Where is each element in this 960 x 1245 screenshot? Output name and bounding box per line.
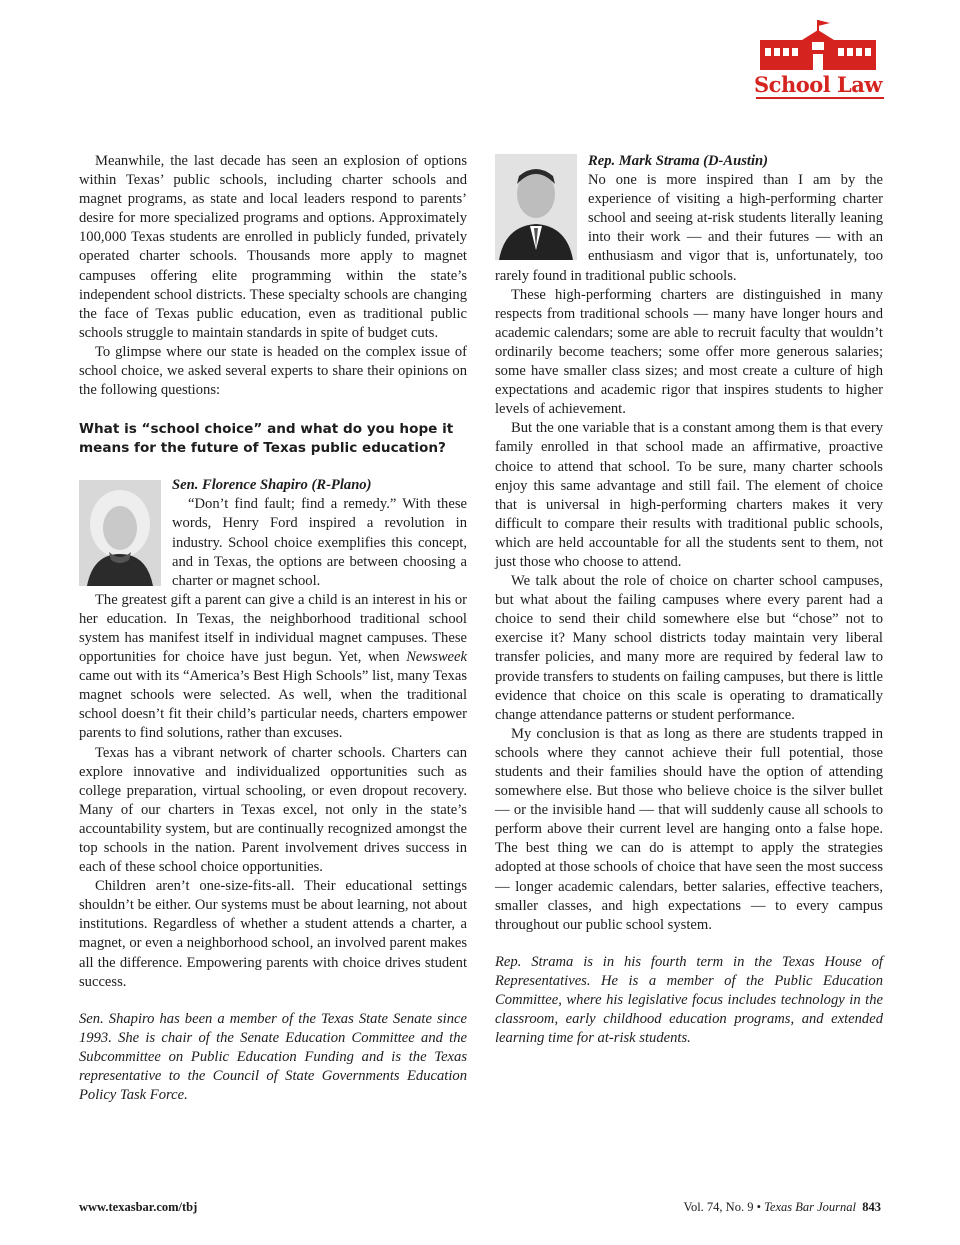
intro-paragraph-1: Meanwhile, the last decade has seen an explosion of options within Texas’ public schools, including charter schools and magnet programs, as state and local leaders respond to parents’ desire for more specialized programs and options. Approximately 100,000 Texas students are enrolled in publicly funded, privately operated charter schools. Thousands more apply to magnet campuses offering elite programming within the state’s independent school districts. These specialty schools are changing the face of Texas public education, even as traditional public schools struggle to maintain standards in spite of budget cuts.: [79, 153, 467, 341]
shapiro-paragraph-4: Children aren’t one-size-fits-all. Their educational settings shouldn’t be either. Our systems must be about learning, not about institutions. Regardless of whether a student attends a charter, a magnet, or even a neighborhood school, an involved parent makes all the difference. Empowering parents with choice drives student success.: [79, 878, 467, 990]
strama-paragraph-3: But the one variable that is a constant among them is that every family enrolled in that school made an affirmative, proactive choice to attend that school. To be sure, many charter schools enjoy this same advantage and still fail. The element of choice that is universal in high-performing charters makes it very difficult to compare their results with traditional public schools, which are held accountable for all the students sent to them, not just those who choose to attend.: [495, 420, 883, 570]
strama-author: Rep. Mark Strama (D-Austin): [588, 153, 769, 169]
strama-paragraph-5: My conclusion is that as long as there are students trapped in schools where they cannot achieve their full potential, those students and their families should have the option of attending somewhere else. But those who believe choice is the silver bullet — or the invisible hand — that will suddenly cause all schools to perform above their current level are hanging onto a false hope. The best thing we can do is attempt to apply the strategies adopted at those schools of choice that have seen the most success — longer academic calendars, better salaries, effective teachers, smaller classes, and high expectations — to every campus throughout our public school system.: [495, 725, 883, 933]
question-heading: What is “school choice” and what do you hope it means for the future of Texas public education?: [79, 421, 454, 457]
strama-paragraph-4: We talk about the role of choice on charter school campuses, but what about the failing campuses where every parent had a choice to send their child somewhere else but “chose” not to exercise it? Many school districts today maintain very liberal transfer policies, and many more are required by federal law to provide transfers to students on failing campuses, but there is little evidence that choice on this scale is operating to dramatically change attendance patterns or student performance.: [495, 573, 883, 723]
left-column: [79, 152, 467, 1105]
schoolhouse-icon: [752, 18, 884, 74]
footer-bullet: •: [756, 1200, 761, 1214]
shapiro-paragraph-3: Texas has a vibrant network of charter schools. Charters can explore innovative and individualized opportunities such as college preparation, virtual schooling, or even dropout recovery. Many of our charters in Texas excel, not only in the state’s accountability system, but are continually recognized amongst the top schools in the nation. Parent involvement drives success in each of these school choice opportunities.: [79, 744, 467, 876]
footer-issue: [684, 1200, 881, 1215]
footer-journal: Texas Bar Journal: [764, 1200, 856, 1214]
shapiro-bio: Sen. Shapiro has been a member of the Texas State Senate since 1993. She is chair of the Senate Education Committee and the Subcommittee on Public Education Funding and is the Texas representative to the Council of State Governments Education Policy Task Force.: [79, 1010, 467, 1104]
shapiro-author: Sen. Florence Shapiro (R-Plano): [172, 477, 372, 494]
newsweek-title: Newsweek: [406, 649, 467, 666]
right-column: [495, 152, 883, 1048]
shapiro-portrait: [79, 480, 161, 586]
shapiro-p2-text-b: came out with its “America’s Best High Schools” list, many Texas magnet schools were selected. As well, when the traditional school doesn’t fit their child’s particular needs, charters empower parents to find solutions, rather than excuses.: [79, 668, 467, 742]
shapiro-paragraph-2: [79, 591, 467, 744]
shapiro-paragraph-1: “Don’t find fault; find a remedy.” With these words, Henry Ford inspired a revolution in industry. School choice exemplifies this concept, and in Texas, the options are between choosing a charter or magnet school.: [172, 496, 467, 589]
shapiro-p2-text-a: The greatest gift a parent can give a child is an interest in his or her education. In Texas, the neighborhood traditional school system has manifest itself in individual magnet campuses. These opportunities for choice have just begun. Yet, when: [79, 591, 467, 666]
strama-paragraph-1: No one is more inspired than I am by the experience of visiting a high-performing charter school and seeing at-risk students literally leaning into their work — and their futures — with an enthusiasm and vigor that is, unfortunately, too rarely found in traditional public schools.: [495, 172, 883, 284]
strama-bio: Rep. Strama is in his fourth term in the Texas House of Representatives. He is a member of the Public Education Committee, where his legislative focus includes technology in the classroom, early childhood education programs, and extended learning time for at-risk students.: [495, 953, 883, 1047]
school-law-logo: [752, 18, 884, 100]
strama-paragraph-2: These high-performing charters are distinguished in many respects from traditional schools — many have longer hours and academic calendars; some are able to recruit faculty that wouldn’t ordinarily become teachers; some offer more generous salaries; some have smaller class sizes; and most create a culture of high expectations and academic rigor that inspires students to higher levels of achievement.: [495, 286, 883, 418]
logo-title: School Law: [754, 72, 882, 97]
footer-url: www.texasbar.com/tbj: [79, 1200, 198, 1214]
intro-paragraph-2: To glimpse where our state is headed on the complex issue of school choice, we asked several experts to share their opinions on the following questions:: [79, 343, 467, 399]
strama-portrait: [495, 154, 577, 260]
logo-underline: [756, 97, 884, 99]
footer-volume: Vol. 74, No. 9: [683, 1200, 754, 1214]
page-number: 843: [862, 1200, 881, 1214]
